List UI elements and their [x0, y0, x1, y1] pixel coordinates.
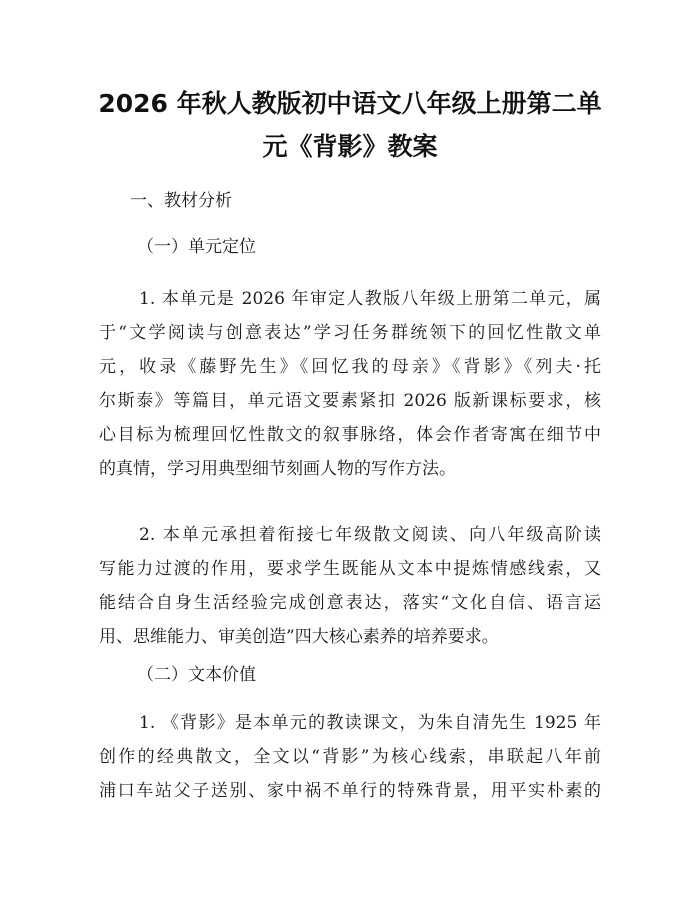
text-line: 的真情，学习用典型细节刻画人物的写作方法。 [99, 459, 456, 479]
text-line: 于“文学阅读与创意表达”学习任务群统领下的回忆性散文单 [99, 323, 601, 343]
text-line: 浦口车站父子送别、家中祸不单行的特殊背景，用平实朴素的 [99, 781, 601, 801]
document-title-line-1: 2026 年秋人教版初中语文八年级上册第二单 [98, 89, 602, 118]
text-line: 1. 《背影》是本单元的教读课文，为朱自清先生 1925 年 [139, 713, 601, 733]
text-line: 写能力过渡的作用，要求学生既能从文本中提炼情感线索，又 [99, 559, 601, 579]
text-line: 尔斯泰》等篇目，单元语文要素紧扣 2026 版新课标要求，核 [99, 391, 601, 411]
section-heading-textbook-analysis: 一、教材分析 [130, 191, 232, 211]
subsection-heading-unit-positioning: （一）单元定位 [137, 237, 256, 257]
text-line: 2. 本单元承担着衔接七年级散文阅读、向八年级高阶读 [139, 525, 601, 545]
document-title-line-2: 元《背影》教案 [262, 132, 438, 161]
text-line: 1. 本单元是 2026 年审定人教版八年级上册第二单元，属 [139, 289, 601, 309]
text-line: 用、思维能力、审美创造”四大核心素养的培养要求。 [99, 627, 499, 647]
text-line: 创作的经典散文，全文以“背影”为核心线索，串联起八年前 [99, 747, 601, 767]
text-line: 能结合自身生活经验完成创意表达，落实“文化自信、语言运 [99, 593, 601, 613]
text-line: 心目标为梳理回忆性散文的叙事脉络，体会作者寄寓在细节中 [99, 425, 601, 445]
subsection-heading-text-value: （二）文本价值 [137, 665, 256, 685]
text-line: 元，收录《藤野先生》《回忆我的母亲》《背影》《列夫·托 [99, 357, 601, 377]
